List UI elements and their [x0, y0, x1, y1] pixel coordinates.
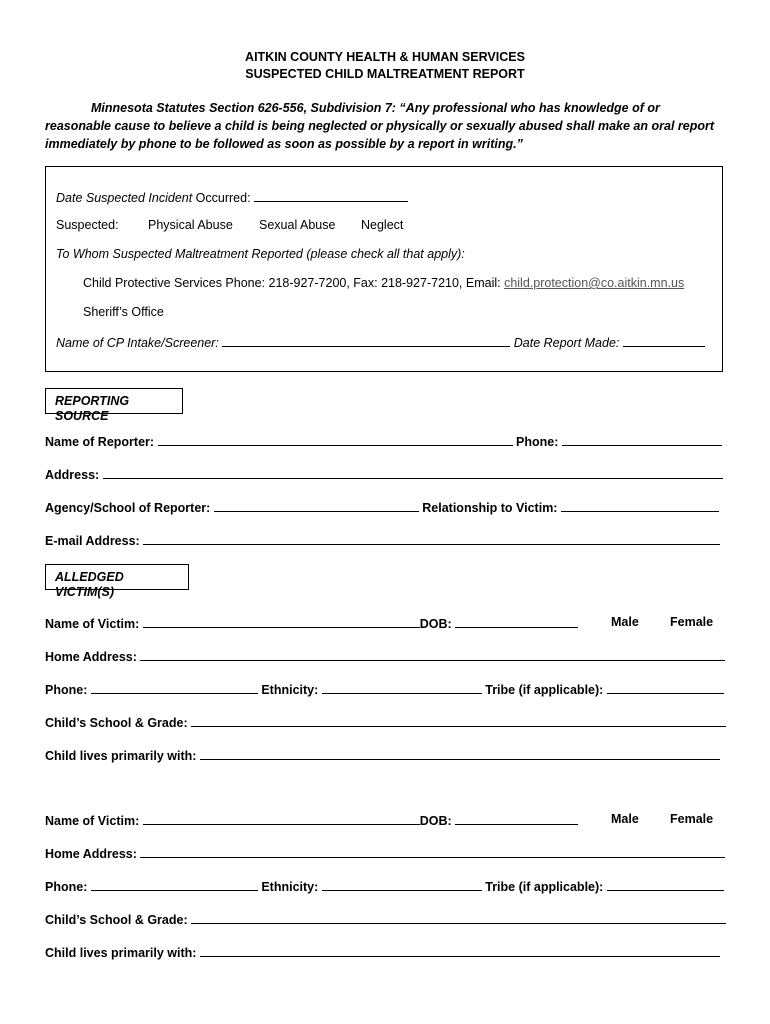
victim2-home-address-row: [45, 845, 725, 861]
victim2-school-field[interactable]: [191, 911, 726, 924]
victim1-home-address-label: Home Address:: [45, 650, 137, 664]
victim1-school-row: [45, 714, 726, 730]
intake-label: Name of CP Intake/Screener:: [56, 336, 219, 350]
reporter-email-row: [45, 532, 720, 548]
reporter-name-label: Name of Reporter:: [45, 435, 155, 449]
victim1-phone-row: [45, 681, 724, 697]
option-neglect[interactable]: Neglect: [361, 218, 404, 232]
victim1-home-address-row: [45, 648, 725, 664]
reporter-address-label: Address:: [45, 468, 100, 482]
victim2-dob-label: DOB:: [419, 814, 452, 828]
victim2-phone-row: [45, 878, 724, 894]
relationship-field[interactable]: [561, 499, 719, 512]
option-sheriff[interactable]: Sheriff’s Office: [83, 305, 164, 319]
victim1-phone-field[interactable]: [91, 681, 258, 694]
reporter-address-row: [45, 466, 723, 482]
reporter-agency-label: Agency/School of Reporter:: [45, 501, 211, 515]
to-whom-label: To Whom Suspected Maltreatment Reported (please check all that apply):: [56, 247, 465, 261]
form-title: SUSPECTED CHILD MALTREATMENT REPORT: [245, 67, 525, 81]
reporter-email-field[interactable]: [143, 532, 720, 545]
victim1-male-option[interactable]: Male: [611, 615, 639, 629]
victim1-name-row: [45, 615, 578, 631]
incident-date-row: [56, 189, 408, 205]
reporter-phone-label: Phone:: [516, 435, 559, 449]
victim1-school-label: Child’s School & Grade:: [45, 716, 188, 730]
victim2-phone-field[interactable]: [91, 878, 258, 891]
victim2-tribe-label: Tribe (if applicable):: [485, 880, 604, 894]
cps-text: Child Protective Services Phone: 218-927-7200, Fax: 218-927-7210, Email:: [83, 276, 505, 290]
intake-row: [56, 334, 705, 350]
victim1-lives-row: [45, 747, 720, 763]
incident-date-label: Date Suspected Incident: [56, 191, 193, 205]
victim2-name-row: [45, 812, 578, 828]
cps-email-link[interactable]: child.protection@co.aitkin.mn.us: [504, 276, 685, 290]
victim2-lives-row: [45, 944, 720, 960]
incident-date-label-rest: Occurred:: [192, 191, 255, 205]
victim2-ethnicity-field[interactable]: [322, 878, 482, 891]
victim2-school-label: Child’s School & Grade:: [45, 913, 188, 927]
victim1-dob-field[interactable]: [455, 615, 578, 628]
victim1-school-field[interactable]: [191, 714, 726, 727]
victim1-ethnicity-field[interactable]: [322, 681, 482, 694]
victim2-home-address-field[interactable]: [140, 845, 725, 858]
suspected-label: Suspected:: [56, 218, 119, 232]
option-cps[interactable]: [83, 276, 684, 290]
victim2-female-option[interactable]: Female: [670, 812, 714, 826]
suspected-row: [56, 218, 119, 232]
victim2-name-label: Name of Victim:: [45, 814, 140, 828]
reporter-name-field[interactable]: [158, 433, 513, 446]
reporter-name-row: [45, 433, 722, 449]
victim2-lives-field[interactable]: [200, 944, 720, 957]
reporter-phone-field[interactable]: [562, 433, 722, 446]
victim1-name-field[interactable]: [143, 615, 420, 628]
victim2-home-address-label: Home Address:: [45, 847, 137, 861]
relationship-label: Relationship to Victim:: [422, 501, 558, 515]
victim2-lives-label: Child lives primarily with:: [45, 946, 197, 960]
victim1-lives-label: Child lives primarily with:: [45, 749, 197, 763]
victim2-school-row: [45, 911, 726, 927]
reporting-source-heading: REPORTING SOURCE: [45, 388, 183, 414]
victim1-ethnicity-label: Ethnicity:: [261, 683, 319, 697]
victim1-tribe-field[interactable]: [607, 681, 724, 694]
victim1-female-option[interactable]: Female: [670, 615, 714, 629]
victim1-tribe-label: Tribe (if applicable):: [485, 683, 604, 697]
victim1-phone-label: Phone:: [45, 683, 88, 697]
option-physical-abuse[interactable]: Physical Abuse: [148, 218, 233, 232]
victim2-phone-label: Phone:: [45, 880, 88, 894]
victim1-dob-label: DOB:: [419, 617, 452, 631]
alleged-victims-heading: ALLEDGED VICTIM(S): [45, 564, 189, 590]
victim1-lives-field[interactable]: [200, 747, 720, 760]
victim1-name-label: Name of Victim:: [45, 617, 140, 631]
victim2-name-field[interactable]: [143, 812, 420, 825]
date-report-label: Date Report Made:: [513, 336, 620, 350]
form-agency-title: AITKIN COUNTY HEALTH & HUMAN SERVICES: [245, 50, 525, 64]
victim1-home-address-field[interactable]: [140, 648, 725, 661]
reporter-agency-row: [45, 499, 719, 515]
statute-text: Minnesota Statutes Section 626-556, Subdivision 7: “Any professional who has knowledge of or reasonable cause to believe a child is being neglected or physically or sexually abused shall make an oral report immediately by phone to be followed as soon as possible by a report in writing.”: [45, 101, 715, 151]
option-sexual-abuse[interactable]: Sexual Abuse: [259, 218, 336, 232]
incident-date-field[interactable]: [254, 189, 408, 202]
reporter-email-label: E-mail Address:: [45, 534, 140, 548]
victim2-dob-field[interactable]: [455, 812, 578, 825]
victim2-male-option[interactable]: Male: [611, 812, 639, 826]
reporter-agency-field[interactable]: [214, 499, 419, 512]
victim2-tribe-field[interactable]: [607, 878, 724, 891]
date-report-field[interactable]: [623, 334, 705, 347]
victim2-ethnicity-label: Ethnicity:: [261, 880, 319, 894]
statute-quote: [45, 99, 725, 153]
intake-field[interactable]: [222, 334, 510, 347]
reporter-address-field[interactable]: [103, 466, 723, 479]
